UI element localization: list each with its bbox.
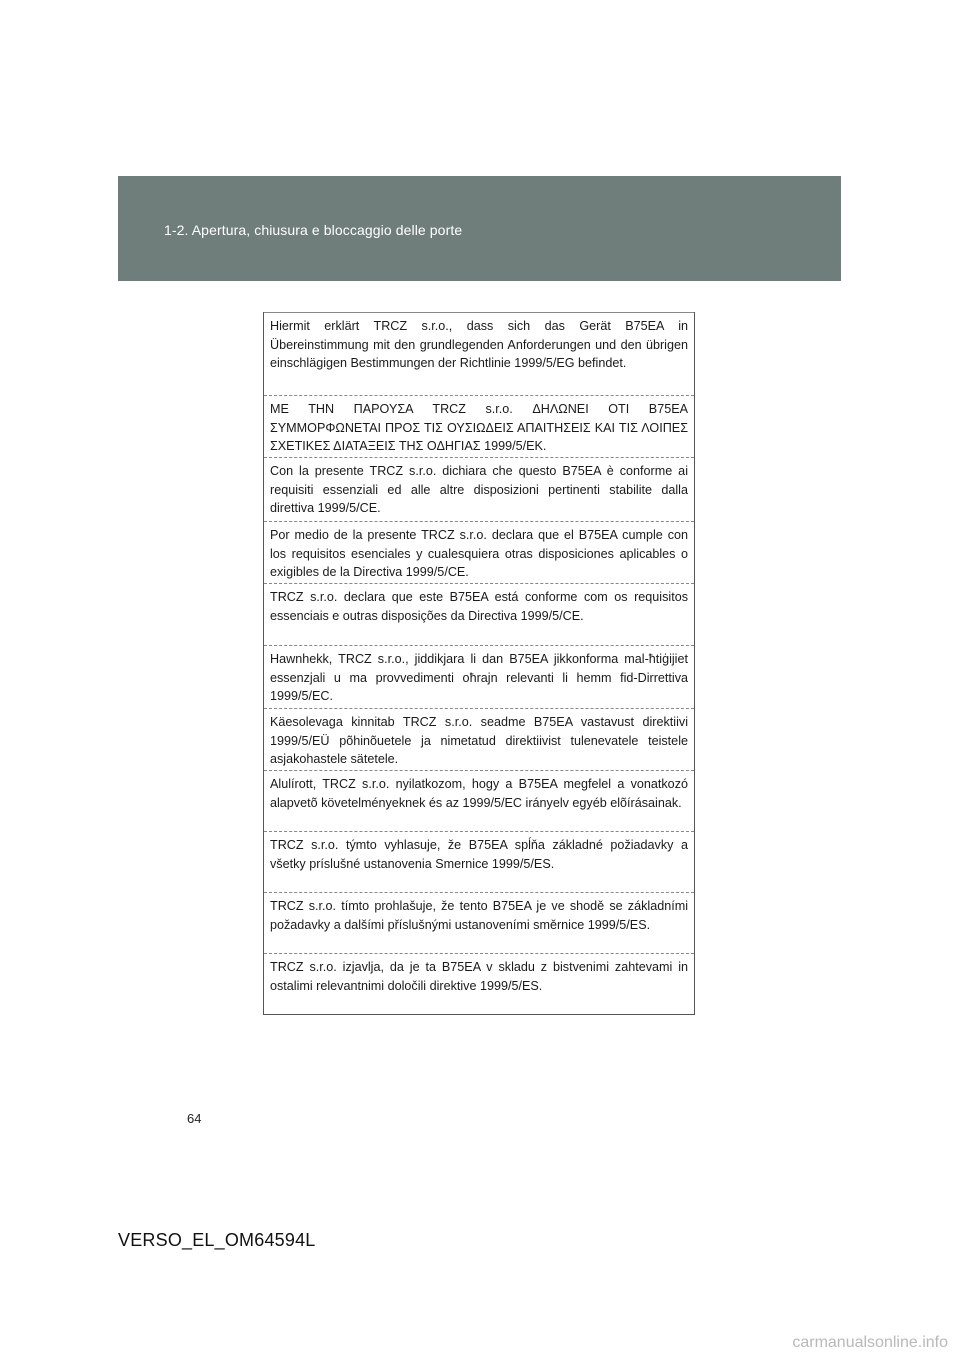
page-number: 64	[187, 1111, 202, 1126]
declaration-et	[264, 708, 694, 770]
declaration-pt	[264, 583, 694, 645]
declaration-text: ΜΕ ΤΗΝ ΠΑΡΟΥΣΑ TRCZ s.r.o. ΔΗΛΩΝΕΙ ΟΤΙ B75EA ΣΥΜΜΟΡΦΩΝΕΤΑΙ ΠΡΟΣ ΤΙΣ ΟΥΣΙΩΔΕΙΣ ΑΠΑΙΤΗΣΕΙΣ ΚΑΙ ΤΙΣ ΛΟΙΠΕΣ ΣΧΕΤΙΚΕΣ ΔΙΑΤΑΞΕΙΣ ΤΗΣ ΟΔΗΓΙΑΣ 1999/5/ΕΚ.	[270, 402, 688, 453]
declaration-es	[264, 521, 694, 583]
declaration-sl	[264, 953, 694, 1014]
declaration-text: TRCZ s.r.o. declara que este B75EA está conforme com os requisitos essenciais e outras disposições da Directiva 1999/5/CE.	[270, 590, 688, 623]
declaration-text: Por medio de la presente TRCZ s.r.o. declara que el B75EA cumple con los requisitos esenciales y cualesquiera otras disposiciones aplicables o exigibles de la Directiva 1999/5/CE.	[270, 528, 688, 579]
declaration-cs	[264, 892, 694, 953]
declaration-text: TRCZ s.r.o. týmto vyhlasuje, že B75EA spĺňa základné požiadavky a všetky príslušné ustanovenia Smernice 1999/5/ES.	[270, 838, 688, 871]
watermark: carmanualsonline.info	[792, 1334, 948, 1351]
header-band	[118, 176, 841, 281]
section-title: 1-2. Apertura, chiusura e bloccaggio delle porte	[164, 222, 463, 238]
declaration-text: TRCZ s.r.o. tímto prohlašuje, že tento B75EA je ve shodě se základními požadavky a dalšími příslušnými ustanoveními směrnice 1999/5/ES.	[270, 899, 688, 932]
declaration-text: TRCZ s.r.o. izjavlja, da je ta B75EA v skladu z bistvenimi zahtevami in ostalimi relevantnimi določili direktive 1999/5/ES.	[270, 960, 688, 993]
declaration-it	[264, 457, 694, 521]
document-code: VERSO_EL_OM64594L	[118, 1230, 316, 1250]
declaration-table	[263, 312, 695, 1015]
declaration-de	[264, 312, 694, 395]
declaration-mt	[264, 645, 694, 708]
declaration-hu	[264, 770, 694, 831]
declaration-text: Con la presente TRCZ s.r.o. dichiara che questo B75EA è conforme ai requisiti essenziali ed alle altre disposizioni pertinenti stabilite dalla direttiva 1999/5/CE.	[270, 464, 688, 515]
declaration-el	[264, 395, 694, 457]
declaration-sk	[264, 831, 694, 892]
declaration-text: Käesolevaga kinnitab TRCZ s.r.o. seadme B75EA vastavust direktiivi 1999/5/EÜ põhinõuetele ja nimetatud direktiivist tulenevatele teistele asjakohastele sätetele.	[270, 715, 688, 766]
declaration-text: Hiermit erklärt TRCZ s.r.o., dass sich das Gerät B75EA in Übereinstimmung mit den grundlegenden Anforderungen und den übrigen einschlägigen Bestimmungen der Richtlinie 1999/5/EG befindet.	[270, 319, 688, 370]
declaration-text: Alulírott, TRCZ s.r.o. nyilatkozom, hogy a B75EA megfelel a vonatkozó alapvetõ követelményeknek és az 1999/5/EC irányelv egyéb elõírásainak.	[270, 777, 688, 810]
declaration-text: Hawnhekk, TRCZ s.r.o., jiddikjara li dan B75EA jikkonforma mal-ħtiġijiet essenzjali u ma provvedimenti oħrajn relevanti li hemm fid-Dirrettiva 1999/5/EC.	[270, 652, 688, 703]
